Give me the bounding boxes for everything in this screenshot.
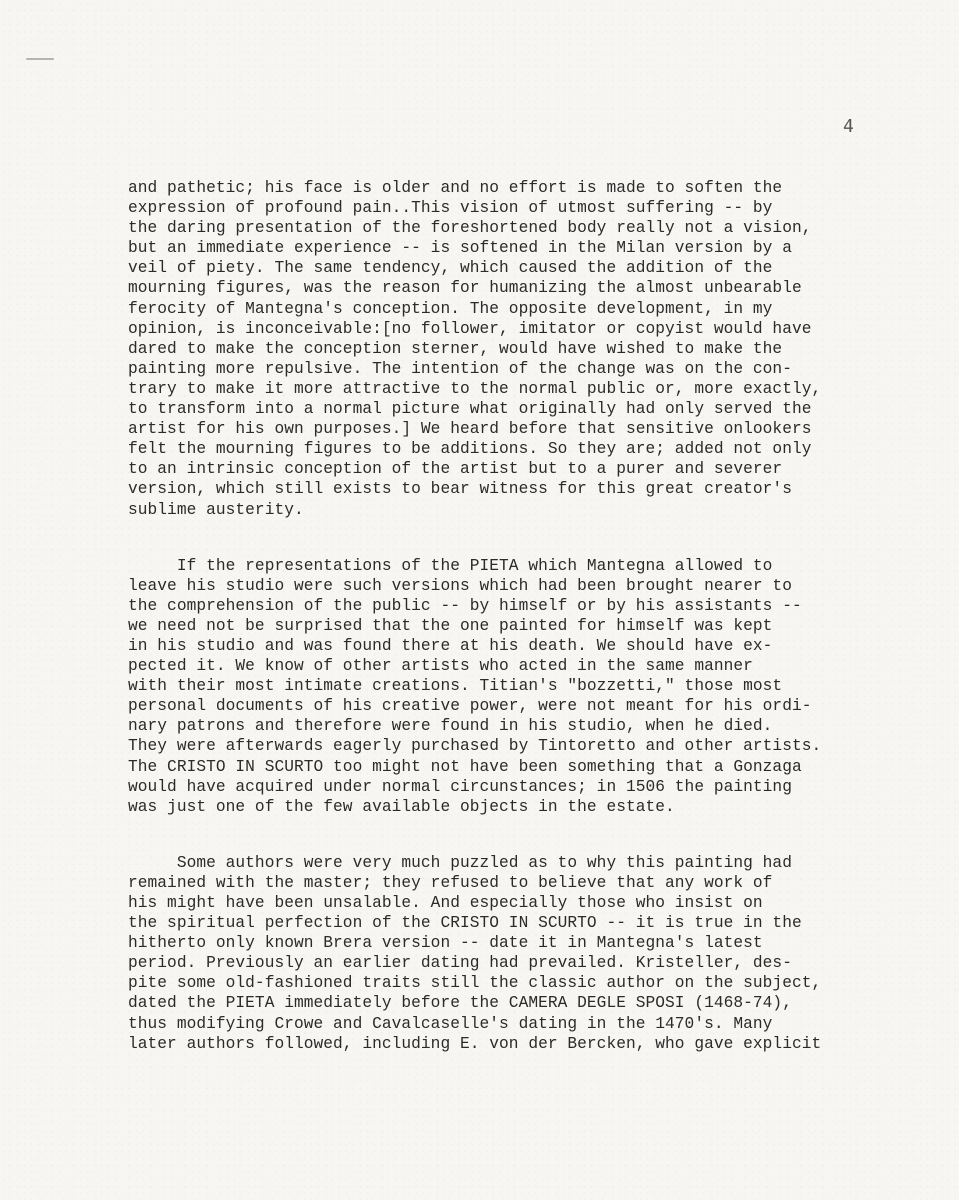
text-line: later authors followed, including E. von der Bercken, who gave explicit xyxy=(128,1034,822,1053)
text-line: thus modifying Crowe and Cavalcaselle's dating in the 1470's. Many xyxy=(128,1014,773,1033)
text-line: was just one of the few available objects in the estate. xyxy=(128,797,675,816)
text-line: hitherto only known Brera version -- date it in Mantegna's latest xyxy=(128,934,763,953)
text-line: painting more repulsive. The intention of the change was on the con- xyxy=(128,359,792,378)
text-line: opinion, is inconceivable:[no follower, imitator or copyist would have xyxy=(128,319,812,338)
text-line: artist for his own purposes.] We heard before that sensitive onlookers xyxy=(128,420,812,439)
paragraph-2 xyxy=(128,556,868,817)
text-line: the comprehension of the public -- by himself or by his assistants -- xyxy=(128,596,802,615)
text-line: nary patrons and therefore were found in his studio, when he died. xyxy=(128,717,773,736)
text-line: Some authors were very much puzzled as to why this painting had xyxy=(128,853,792,872)
text-line: sublime austerity. xyxy=(128,500,304,519)
text-line: dared to make the conception sterner, would have wished to make the xyxy=(128,339,783,358)
text-line: the daring presentation of the foreshortened body really not a vision, xyxy=(128,219,812,238)
body-text xyxy=(128,178,868,1054)
text-line: The CRISTO IN SCURTO too might not have been something that a Gonzaga xyxy=(128,757,802,776)
paragraph-3 xyxy=(128,853,868,1054)
text-line: If the representations of the PIETA which Mantegna allowed to xyxy=(128,556,773,575)
text-line: veil of piety. The same tendency, which caused the addition of the xyxy=(128,259,773,278)
text-line: felt the mourning figures to be additions. So they are; added not only xyxy=(128,440,812,459)
paragraph-gap xyxy=(128,520,868,556)
paragraph-1 xyxy=(128,178,868,520)
page-number: 4 xyxy=(843,116,854,137)
text-line: trary to make it more attractive to the normal public or, more exactly, xyxy=(128,379,822,398)
text-line: we need not be surprised that the one painted for himself was kept xyxy=(128,616,773,635)
text-line: period. Previously an earlier dating had prevailed. Kristeller, des- xyxy=(128,954,792,973)
text-line: would have acquired under normal circunstances; in 1506 the painting xyxy=(128,777,792,796)
text-line: to transform into a normal picture what originally had only served the xyxy=(128,400,812,419)
text-line: with their most intimate creations. Titian's "bozzetti," those most xyxy=(128,677,783,696)
text-line: pite some old-fashioned traits still the classic author on the subject, xyxy=(128,974,822,993)
text-line: leave his studio were such versions which had been brought nearer to xyxy=(128,576,792,595)
text-line: expression of profound pain..This vision of utmost suffering -- by xyxy=(128,199,773,218)
text-line: dated the PIETA immediately before the CAMERA DEGLE SPOSI (1468-74), xyxy=(128,994,792,1013)
text-line: remained with the master; they refused to believe that any work of xyxy=(128,873,773,892)
paragraph-gap xyxy=(128,817,868,853)
text-line: to an intrinsic conception of the artist but to a purer and severer xyxy=(128,460,783,479)
text-line: but an immediate experience -- is softened in the Milan version by a xyxy=(128,239,792,258)
text-line: version, which still exists to bear witness for this great creator's xyxy=(128,480,792,499)
text-line: ferocity of Mantegna's conception. The opposite development, in my xyxy=(128,299,773,318)
text-line: and pathetic; his face is older and no effort is made to soften the xyxy=(128,179,783,197)
text-line: his might have been unsalable. And especially those who insist on xyxy=(128,894,763,912)
text-line: personal documents of his creative power, were not meant for his ordi- xyxy=(128,697,812,716)
text-line: the spiritual perfection of the CRISTO IN SCURTO -- it is true in the xyxy=(128,914,802,933)
paper-smudge-mark xyxy=(26,58,54,60)
text-line: in his studio and was found there at his death. We should have ex- xyxy=(128,636,773,655)
text-line: pected it. We know of other artists who acted in the same manner xyxy=(128,657,753,676)
text-line: They were afterwards eagerly purchased by Tintoretto and other artists. xyxy=(128,737,822,756)
text-line: mourning figures, was the reason for humanizing the almost unbearable xyxy=(128,279,802,298)
